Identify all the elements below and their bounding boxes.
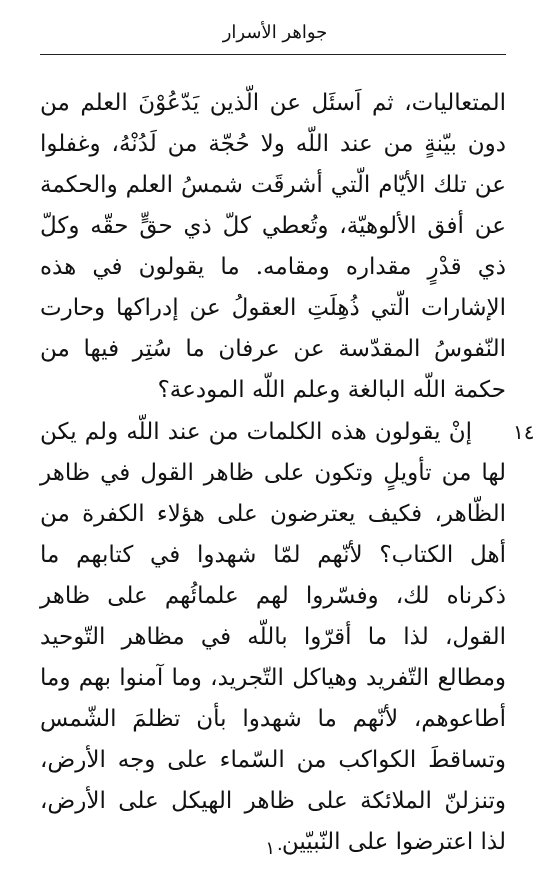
header-rule (40, 54, 506, 55)
paragraph-1: المتعاليات، ثم اَسئَل عن الّذين يَدّعُوْنَ العلم من دون بيّنةٍ من عند اللّه ولا حُجّة من لَدُنْهُ، وغفلوا عن تلك الأيّام الّتي أشرقَت شمسُ العلم والحكمة عن أفق الألوهيّة، وتُعطي كلّ ذي حقٍّ حقّه وكلّ ذي قدْرٍ مقداره ومقامه. ما يقولون في هذه الإشارات الّتي ذُهِلَتِ العقولُ عن إدراكها وحارت النّفوسُ المقدّسة عن عرفان ما سُتِر فيها من حكمة اللّه البالغة وعلم اللّه المودعة؟ (40, 90, 506, 403)
paragraph-14: إنْ يقولون هذه الكلمات من عند اللّه ولم يكن لها من تأويلٍ وتكون على ظاهر القول في ظاهر الظّاهر، فكيف يعترضون على هؤلاء الكفرة من أهل الكتاب؟ لأنّهم لمّا شهدوا في كتابهم ما ذكرناه لك، وفسّروا لهم علمائُهم على ظاهر القول، لذا ما أقرّوا باللّه في مظاهر التّوحيد ومطالع التّفريد وهياكل التّجريد، وما آمنوا بهم وما أطاعوهم، لأنّهم ما شهدوا بأن تظلمَ الشّمس وتساقطَ الكواكب من السّماء على وجه الأرض، وتنزلنّ الملائكة على ظاهر الهيكل على الأرض، لذا اعترضوا على النّبيّين (40, 419, 506, 855)
page-number: ١٠ (265, 838, 285, 859)
paragraph-number: ١٤ (513, 420, 535, 444)
running-head: جواهر الأسرار (222, 22, 328, 43)
